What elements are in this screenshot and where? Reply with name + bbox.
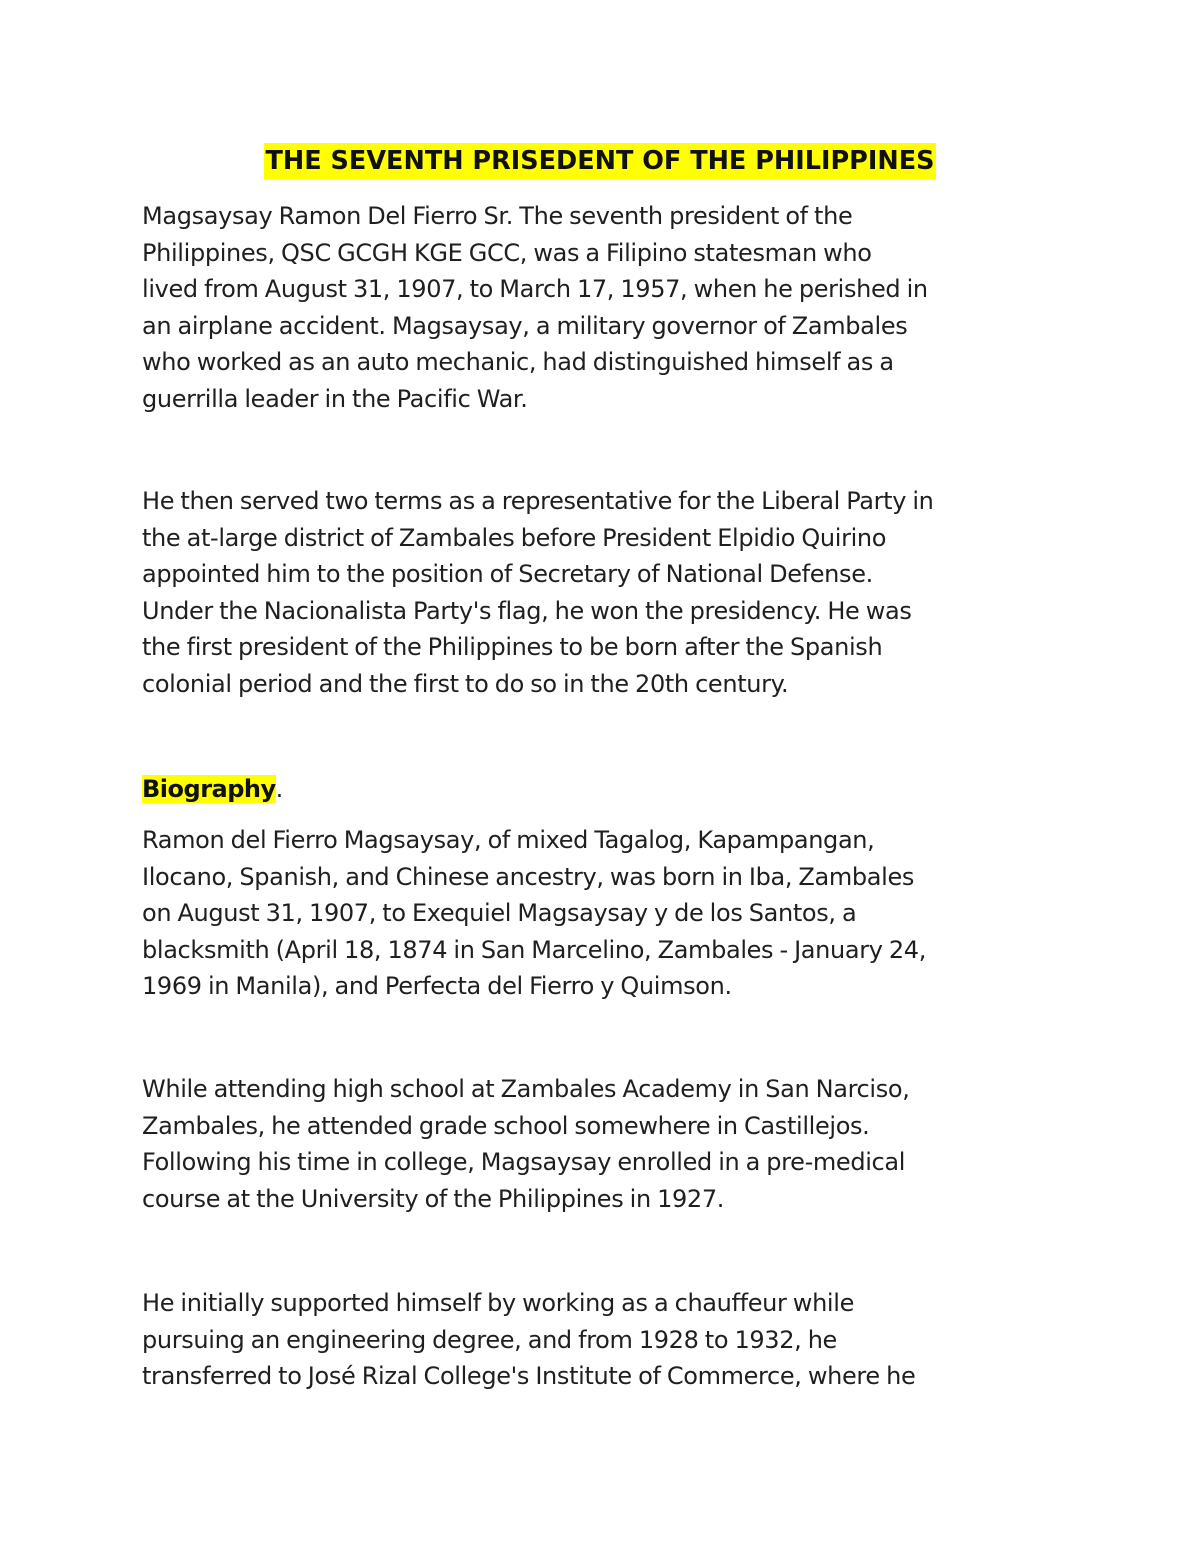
text-line: Philippines, QSC GCGH KGE GCC, was a Filipino statesman who (142, 238, 872, 267)
text-line: 1969 in Manila), and Perfecta del Fierro y Quimson. (142, 972, 732, 1000)
intro-paragraph (142, 198, 1052, 417)
text-line: appointed him to the position of Secretary of National Defense. (142, 560, 873, 588)
text-line: While attending high school at Zambales Academy in San Narciso, (142, 1075, 910, 1103)
text-line: the at-large district of Zambales before President Elpidio Quirino (142, 523, 887, 552)
biography-paragraph-work (142, 1285, 1052, 1395)
text-line: Magsaysay Ramon Del Fierro Sr. The seventh president of the (142, 202, 853, 230)
biography-paragraph-education (142, 1071, 1052, 1217)
text-line: He then served two terms as a representative for the Liberal Party in (142, 487, 934, 515)
text-line: Ramon del Fierro Magsaysay, of mixed Tagalog, Kapampangan, (142, 826, 875, 854)
text-line: pursuing an engineering degree, and from 1928 to 1932, he (142, 1325, 837, 1354)
text-line: colonial period and the first to do so in the 20th century. (142, 669, 789, 698)
biography-heading-period: . (275, 775, 284, 803)
text-line: Zambales, he attended grade school somewhere in Castillejos. (142, 1111, 870, 1140)
text-line: He initially supported himself by working as a chauffeur while (142, 1289, 854, 1317)
text-line: course at the University of the Philippines in 1927. (142, 1184, 725, 1213)
career-paragraph (142, 483, 1052, 702)
text-line: an airplane accident. Magsaysay, a military governor of Zambales (142, 311, 908, 340)
text-line: who worked as an auto mechanic, had distinguished himself as a (142, 348, 894, 376)
biography-heading (142, 771, 283, 807)
document-title: THE SEVENTH PRISEDENT OF THE PHILIPPINES (264, 143, 937, 179)
text-line: transferred to José Rizal College's Institute of Commerce, where he (142, 1362, 916, 1390)
text-line: Ilocano, Spanish, and Chinese ancestry, was born in Iba, Zambales (142, 862, 915, 891)
text-line: blacksmith (April 18, 1874 in San Marcelino, Zambales - January 24, (142, 935, 927, 964)
text-line: Under the Nacionalista Party's flag, he won the presidency. He was (142, 596, 912, 625)
text-line: lived from August 31, 1907, to March 17, 1957, when he perished in (142, 275, 928, 303)
text-line: guerrilla leader in the Pacific War. (142, 384, 528, 413)
text-line: Following his time in college, Magsaysay enrolled in a pre-medical (142, 1148, 906, 1176)
biography-heading-text: Biography (142, 775, 276, 803)
title-container (0, 143, 1200, 179)
text-line: the first president of the Philippines to be born after the Spanish (142, 633, 883, 661)
biography-paragraph-birth (142, 822, 1052, 1005)
text-line: on August 31, 1907, to Exequiel Magsaysay y de los Santos, a (142, 899, 857, 927)
